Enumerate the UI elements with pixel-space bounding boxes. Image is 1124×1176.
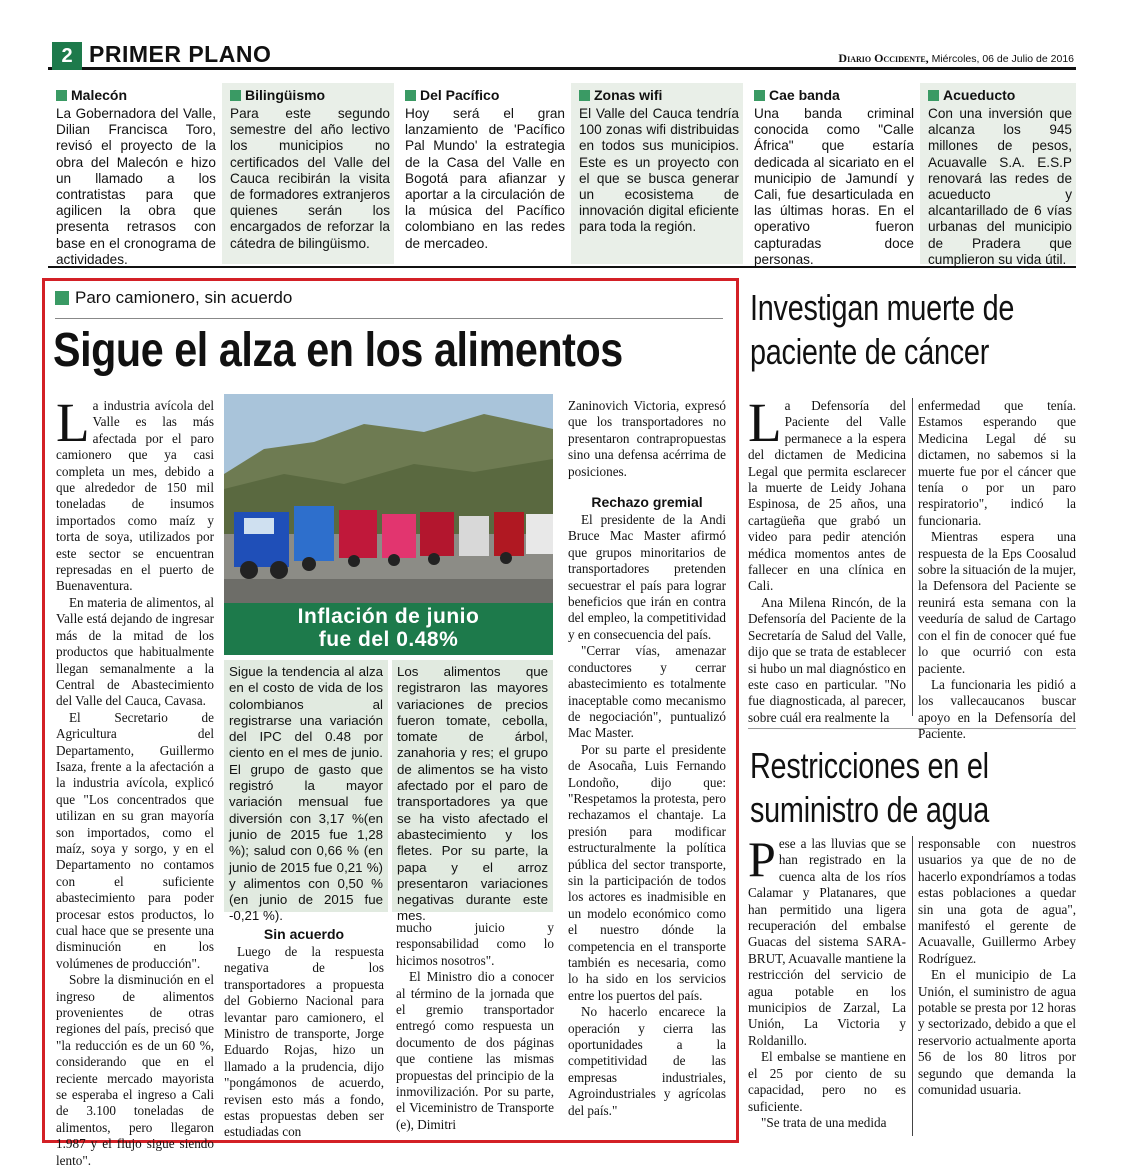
drop-cap: L <box>56 392 90 453</box>
paragraph: "Se trata de una medida <box>761 1114 887 1130</box>
inflation-title-line2: fue del 0.48% <box>318 628 459 651</box>
brief-text: La Gobernadora del Valle, Dilian Francisca Toro, revisó el proyecto de la obra del Malecón e hizo un llamado a los contratistas para que agilicen la obra que presenta retrasos con base en el cronograma de actividades. <box>56 106 216 267</box>
paragraph: a industria avícola del Valle es las más afectada por el paro camionero que ya casi completa un mes, debido a que alrededor de 150 mil toneladas de insumos importados como maíz y torta de soya, utilizados por este sector se encuentran represadas en el puerto de Buenaventura. <box>56 398 214 594</box>
bullet-square-icon <box>230 90 241 101</box>
brief-text: Para este segundo semestre del año lectivo los municipios no certificados del Valle del Cauca recibirán la visita de formadores extranjeros quienes serán los encargados de reforzar la cátedra de bilingüismo. <box>230 106 390 251</box>
brief-malecon <box>48 83 220 267</box>
inflation-title-line1: Inflación de junio <box>297 605 480 628</box>
story3-column-2 <box>918 836 1076 1136</box>
subhead-sin-acuerdo: Sin acuerdo <box>263 926 345 942</box>
brief-text: El Valle del Cauca tendría 100 zonas wifi distribuidas en todos sus municipios. Este es un proyecto con el que se busca generar un ecosistema de innovación digital eficiente para toda la región. <box>579 106 739 235</box>
paragraph: a Defensoría del Paciente del Valle permanece a la espera del dictamen de Medicina Legal que permita esclarecer la muerte de Leidy Johana Espinosa, de 25 años, una cartagüeña que grabó un video para pedir atención médica momentos antes de fallecer en una clínica en Cali. <box>748 398 906 594</box>
paragraph: Ana Milena Rincón, de la Defensoría del Paciente de la Secretaría de Salud del Valle, dijo que se trata de establecer si hubo un mal diagnóstico en este caso en particular. "No fue diagnosticada, al parecer, sobre cuál era realmente la <box>748 594 906 725</box>
paragraph: Luego de la respuesta negativa de los transportadores a propuesta del Gobierno Nacional para levantar paro camionero, el Ministro de transporte, Jorge Eduardo Rojas, hizo un llamado a la prudencia, dijo "pongámonos de acuerdo, revisen esto más a fondo, estas propuestas deben ser estudiadas con <box>224 944 384 1140</box>
story2-headline-line2: paciente de cáncer <box>750 331 990 372</box>
section-title: PRIMER PLANO <box>89 41 272 67</box>
bullet-square-icon <box>405 90 416 101</box>
story2-column-2 <box>918 398 1076 742</box>
paragraph: En el municipio de La Unión, el suministro de agua potable se presta por 12 horas y sectorizado, debido a que el reservorio actualmente aporta 56 de los 80 litros por segundo que demanda la comunidad usuaria. <box>918 967 1076 1098</box>
paragraph: La funcionaria les pidió a los vallecaucanos buscar apoyo en la Defensoría del Paciente. <box>918 676 1076 742</box>
main-column-3 <box>396 920 554 1138</box>
paragraph: "Cerrar vías, amenazar conductores y cerrar abastecimiento es totalmente inaceptable como mecanismo de negociación", puntualizó Mac Master. <box>568 643 726 741</box>
story3-column-1 <box>748 831 906 1136</box>
brief-wifi <box>571 83 743 264</box>
inflation-column-2: Los alimentos que registraron las mayores variaciones de precios fueron tomate, cebolla, tomate de árbol, zanahoria y res; el grupo de alimentos se ha visto afectado por el paro de transportadores ya que se ha visto afectado el abastecimiento y los fletes. Por su parte, la papa y el arroz presentaron variaciones negativas durante este mes. <box>392 660 553 912</box>
inflation-box-title <box>224 603 553 655</box>
main-column-1 <box>56 392 214 1168</box>
bullet-square-icon <box>754 90 765 101</box>
brief-banda <box>746 83 918 267</box>
brief-text: Hoy será el gran lanzamiento de 'Pacífico Pal Mundo' la estrategia de la Casa del Valle en Bogotá para afianzar y aportar a la circulación de la música del Pacífico colombiano en las redes de mercadeo. <box>405 106 565 251</box>
paragraph: Mientras espera una respuesta de la Eps Coosalud sobre la situación de la mujer, la Defensora del Paciente se reunirá esta semana con la veeduría de salud de Cartago con el fin de conocer qué fue lo que ocurrió con esta paciente. <box>918 529 1076 676</box>
story3-headline-line2: suministro de agua <box>750 789 990 830</box>
paragraph: Zaninovich Victoria, expresó que los transportadores no presentaron contrapropuestas sino una defensa acérrima de posiciones. <box>568 398 726 479</box>
subhead-rechazo: Rechazo gremial <box>591 494 703 511</box>
story-divider <box>748 728 1076 729</box>
paragraph: El presidente de la Andi Bruce Mac Master afirmó que grupos minoritarios de transportadores pretenden secuestrar el país para lograr beneficios que irán en contra del empleo, la competitividad y en consecuencia del país. <box>568 512 726 642</box>
kicker-rule <box>55 318 723 319</box>
issue-date: Miércoles, 06 de Julio de 2016 <box>928 53 1074 65</box>
column-rule <box>912 398 913 716</box>
paragraph: ese a las lluvias que se han registrado en la cuenca alta de los ríos Calamar y Platanares, que han permitido una ligera recuperación del embalse Guacas del sistema SARA-BRUT, Acuavalle mantiene la restricción del servicio de agua potable en los municipios de Zarzal, La Unión, La Victoria y Roldanillo. <box>748 836 906 1048</box>
paragraph: El Ministro dio a conocer al término de la jornada que el gremio transportador entregó como respuesta un documento de dos páginas que contiene las mismas propuestas del principio de la inmovilización. Por su parte, el Viceministro de Transporte (e), Dimitri <box>396 969 554 1132</box>
inflation-column-1: Sigue la tendencia al alza en el costo de vida de los colombianos al registrarse una variación del IPC del 0.48 por ciento en el mes de junio. El grupo de gasto que registró la mayor variación mensual fue diversión con 3,17 %(en junio de 2015 fue 1,28 %); salud con 0,66 % (en junio de 2015 fue 0,21 %) y alimentos con 0,50 % (en junio de 2015 fue -0,21 %). <box>224 660 388 912</box>
section-divider <box>48 266 1076 268</box>
story3-headline <box>750 744 989 832</box>
kicker-text: Paro camionero, sin acuerdo <box>75 288 293 307</box>
brief-bilinguismo <box>222 83 394 264</box>
story2-headline <box>750 286 1014 374</box>
paragraph: El embalse se mantiene en el 25 por ciento de su capacidad, pero no es suficiente. <box>748 1049 906 1114</box>
brief-pacifico <box>397 83 569 264</box>
story2-column-1 <box>748 392 906 725</box>
page-number: 2 <box>52 42 82 70</box>
story3-headline-line1: Restricciones en el <box>750 745 989 786</box>
paragraph: responsable con nuestros usuarios ya que de no de hacerlo expondríamos a todas estas poblaciones a quedar sin una gota de agua", manifestó el gerente de Acuavalle, Guillermo Arbey Rodríguez. <box>918 836 1076 966</box>
paragraph: Por su parte el presidente de Asocaña, Luis Fernando Londoño, dijo que: "Respetamos la protesta, pero rechazamos el chantaje. La presión para modificar estructuralmente la política pública del sector transporte, sin la participación de todos los actores es inadmisible en un modelo económico como el nuestro dónde la competencia en el transporte también es necesaria, como lo ha sido en los servicios entre los puertos del país. <box>568 741 726 1003</box>
bullet-square-icon <box>928 90 939 101</box>
drop-cap: L <box>748 392 782 453</box>
paragraph: enfermedad que tenía. Estamos esperando que Medicina Legal dé su dictamen, no sabemos si la muerte fue por el cáncer que tenía o por un paro respiratorio", indicó la funcionaria. <box>918 398 1076 528</box>
brief-title: Acueducto <box>943 87 1016 103</box>
brief-text: Con una inversión que alcanza los 945 millones de pesos, Acuavalle S.A. E.S.P renovará las redes de acueducto y alcantarillado de 6 vías urbanas del municipio de Pradera que cumplieron su vida útil. <box>928 106 1072 267</box>
kicker-square-icon <box>55 291 69 305</box>
brief-title: Cae banda <box>769 87 840 103</box>
paragraph: El Secretario de Agricultura del Departamento, Guillermo Isaza, frente a la afectación a la industria avícola, explicó que "Los concentrados que utilizan en su gran mayoría son importados, como el maíz, soya y sorgo, y en el Departamento no contamos con el suficiente abastecimiento para poder procesar estos productos, lo cual hace que se presente una disminución en los volúmenes de producción". <box>56 709 214 971</box>
paper-name: Diario Occidente, <box>838 51 929 65</box>
brief-title: Malecón <box>71 87 128 103</box>
brief-title: Del Pacífico <box>420 87 500 103</box>
trucks-photo <box>224 394 553 603</box>
brief-acueducto <box>920 83 1076 267</box>
brief-title: Zonas wifi <box>594 87 663 103</box>
masthead-date <box>838 51 1074 66</box>
bullet-square-icon <box>56 90 67 101</box>
paragraph: En materia de alimentos, al Valle está dejando de ingresar más de la mitad de los productos que habitualmente llegan semanalmente a la Central de Abastecimiento del Valle del Cauca, Cavasa. <box>56 594 214 709</box>
paragraph: No hacerlo encarece la operación y cierra las oportunidades a la competitividad de las empresas industriales, Agroindustriales y agrícolas del país." <box>568 1004 726 1118</box>
brief-text: Una banda criminal conocida como "Calle África" que estaría dedicada al sicariato en el municipio de Jamundí y Cali, fue desarticulada en las últimas horas. En el operativo fueron capturadas doce personas. <box>754 106 914 267</box>
paragraph: Sobre la disminución en el ingreso de alimentos provenientes de otras regiones del país, precisó que "la reducción es de un 60 %, considerando que en el reciente mercado mayorista se esperaba el ingreso a Cali de 3.100 toneladas de alimentos, pero llegaron 1.987 y el flujo sigue siendo lento". <box>56 972 214 1168</box>
main-column-2 <box>224 920 384 1138</box>
column-rule <box>912 836 913 1136</box>
main-column-4 <box>568 398 726 1138</box>
main-headline: Sigue el alza en los alimentos <box>53 324 623 377</box>
kicker <box>55 288 292 308</box>
story2-headline-line1: Investigan muerte de <box>750 287 1015 328</box>
paragraph: mucho juicio y responsabilidad como lo hicimos nosotros". <box>396 920 554 968</box>
brief-title: Bilingüismo <box>245 87 326 103</box>
bullet-square-icon <box>579 90 590 101</box>
drop-cap: P <box>748 831 776 887</box>
